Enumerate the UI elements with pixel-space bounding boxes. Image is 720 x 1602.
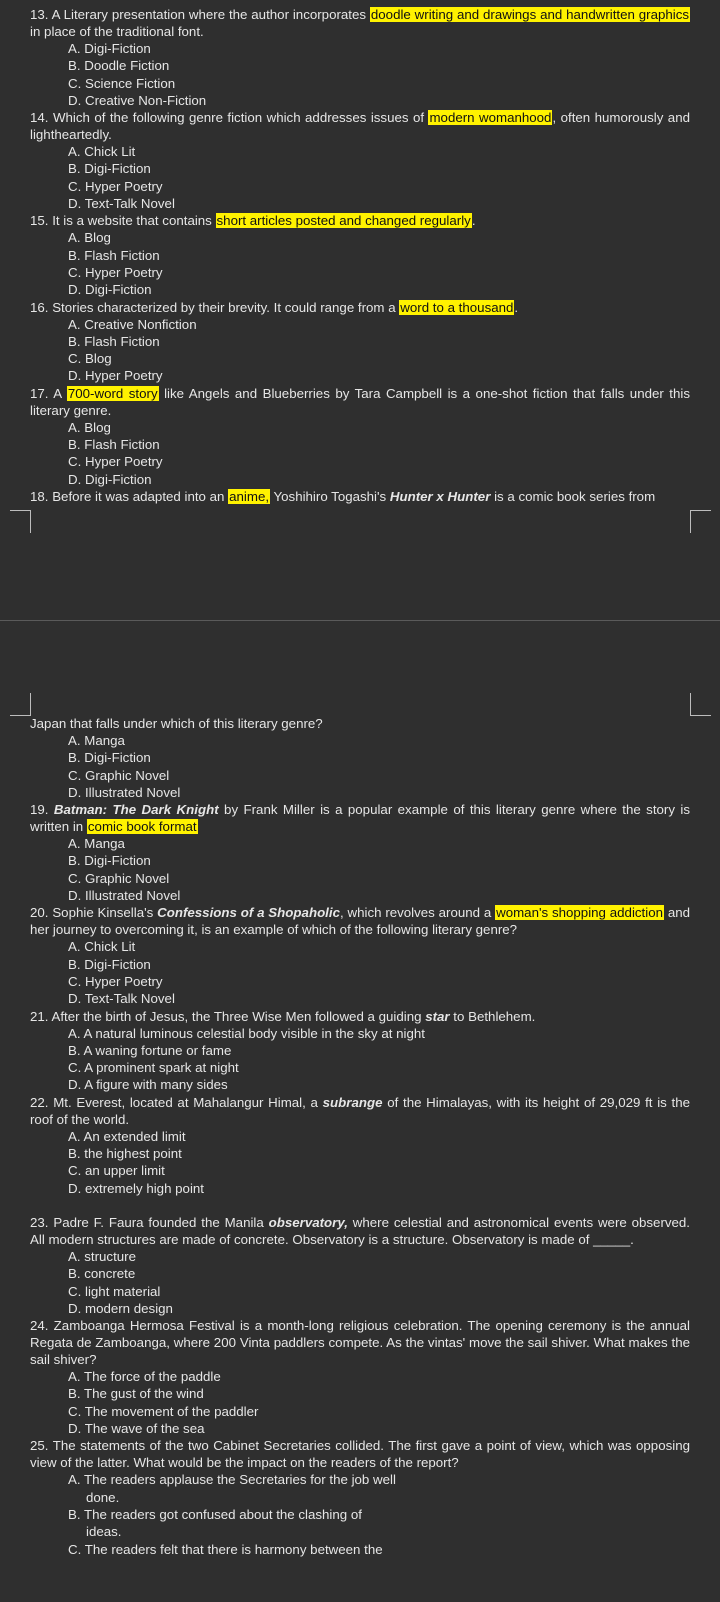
question-18: [30, 488, 690, 505]
answer-option: B. Doodle Fiction: [68, 58, 170, 74]
question-text: Mt. Everest, located at Mahalangur Himal, a: [53, 1094, 323, 1110]
answer-option: C. Hyper Poetry: [68, 264, 163, 280]
question-13: [30, 6, 690, 40]
answer-option: D. Hyper Poetry: [68, 368, 163, 384]
answer-option: C. an upper limit: [68, 1163, 165, 1179]
highlighted-text: anime,: [229, 488, 270, 504]
question-number: 21.: [30, 1008, 52, 1024]
question-number: 25.: [30, 1438, 53, 1454]
answer-option: C. Hyper Poetry: [68, 973, 163, 989]
question-text: Padre F. Faura founded the Manila: [53, 1214, 269, 1230]
question-text: Which of the following genre fiction which addresses issues of: [52, 110, 429, 126]
answer-option: B. The gust of the wind: [68, 1386, 204, 1402]
question-number: 17.: [30, 385, 54, 401]
emphasized-text: star: [425, 1008, 450, 1024]
answer-option: D. Text-Talk Novel: [68, 196, 175, 212]
question-text: Sophie Kinsella's: [52, 905, 158, 921]
answer-option: D. Text-Talk Novel: [68, 991, 175, 1007]
emphasized-text: subrange: [322, 1094, 383, 1110]
answer-option: [68, 1471, 418, 1506]
question-text: in place of the traditional font.: [30, 24, 204, 39]
q18-continuation: Japan that falls under which of this literary genre?: [30, 716, 323, 731]
answer-option: A. Manga: [68, 733, 125, 748]
answer-option: A. A natural luminous celestial body visible in the sky at night: [68, 1025, 425, 1041]
answer-option: D. Digi-Fiction: [68, 282, 152, 298]
answer-option: D. Illustrated Novel: [68, 784, 181, 800]
question-22: [30, 1094, 690, 1128]
question-15: [30, 212, 690, 229]
question-number: 23.: [30, 1214, 54, 1230]
answer-option: C. Hyper Poetry: [68, 178, 163, 194]
question-number: 24.: [30, 1318, 54, 1334]
question-text: .: [514, 299, 519, 315]
answer-option: D. Illustrated Novel: [68, 888, 181, 904]
answer-option-line: done.: [86, 1489, 120, 1505]
highlighted-text: comic book format: [87, 819, 197, 835]
question-25: [30, 1437, 690, 1471]
highlighted-text: doodle writing and drawings and handwritten graphics: [370, 7, 690, 22]
question-number: 14.: [30, 110, 53, 126]
answer-option-line: ideas.: [86, 1524, 122, 1540]
question-text: , often humorously and lightheartedly.: [30, 110, 690, 143]
answer-option: C. Graphic Novel: [68, 767, 170, 783]
question-20: [30, 904, 690, 938]
answer-option: C. Blog: [68, 351, 112, 367]
question-text: The statements of the two Cabinet Secretaries collided. The first gave a point of view, which was opposing view of the latter. What would be the impact on the readers of the report?: [30, 1438, 690, 1471]
question-text: It is a website that contains: [52, 213, 216, 229]
crop-corner-left-bottom: [10, 693, 31, 716]
answer-option: A. Digi-Fiction: [68, 41, 151, 56]
question-number: 18.: [30, 488, 53, 504]
emphasized-text: Hunter x Hunter: [389, 488, 491, 504]
crop-corner-left: [10, 510, 31, 533]
answer-option: D. modern design: [68, 1300, 173, 1316]
answer-option: [68, 1506, 418, 1541]
answer-option: A. Manga: [68, 836, 125, 852]
question-number: 15.: [30, 213, 53, 229]
answer-option: B. Digi-Fiction: [68, 853, 151, 869]
answer-option: A. Blog: [68, 419, 111, 435]
question-text: is a comic book series from: [490, 488, 656, 504]
answer-option: A. structure: [68, 1248, 136, 1264]
question-text: , which revolves around a: [339, 905, 496, 921]
page-separator: [0, 620, 720, 621]
question-14: [30, 109, 690, 143]
highlighted-text: 700-word story: [67, 385, 158, 401]
answer-option-line: B. The readers got confused about the clashing of: [68, 1506, 362, 1522]
answer-option: B. Flash Fiction: [68, 333, 160, 349]
question-text: After the birth of Jesus, the Three Wise Men followed a guiding: [51, 1008, 426, 1024]
answer-option: B. Flash Fiction: [68, 247, 160, 263]
question-text: Before it was adapted into an: [52, 488, 229, 504]
question-text: Yoshihiro Togashi's: [270, 488, 390, 504]
answer-option: C. A prominent spark at night: [68, 1060, 239, 1076]
emphasized-text: observatory,: [268, 1214, 348, 1230]
question-text: of the Himalayas, with its height of 29,029 ft is the roof of the world.: [30, 1094, 690, 1127]
answer-option: C. Hyper Poetry: [68, 454, 163, 470]
answer-option: A. Blog: [68, 230, 111, 246]
answer-option: C. The movement of the paddler: [68, 1403, 259, 1419]
answer-option: D. A figure with many sides: [68, 1077, 228, 1093]
answer-option: C. Graphic Novel: [68, 870, 170, 886]
emphasized-text: Batman: The Dark Knight: [53, 802, 219, 818]
answer-option-line: C. The readers felt that there is harmony between the: [68, 1541, 383, 1557]
question-number: 13.: [30, 7, 52, 22]
question-number: 20.: [30, 905, 53, 921]
answer-option: D. Digi-Fiction: [68, 471, 152, 487]
answer-option: B. Digi-Fiction: [68, 956, 151, 972]
question-text: .: [471, 213, 476, 229]
question-text: and her journey to overcoming it, is an example of which of the following literary genre?: [30, 905, 691, 938]
question-text: like Angels and Blueberries by Tara Campbell is a one-shot fiction that falls under this literary genre.: [30, 385, 690, 418]
answer-option: [68, 1541, 418, 1558]
answer-option: D. The wave of the sea: [68, 1421, 205, 1437]
question-number: 19.: [30, 802, 54, 818]
question-text: to Bethlehem.: [449, 1008, 536, 1024]
question-24: [30, 1317, 690, 1368]
question-text: Stories characterized by their brevity. It could range from a: [52, 299, 400, 315]
highlighted-text: short articles posted and changed regularly: [216, 213, 471, 229]
question-text: A: [53, 385, 67, 401]
question-19: [30, 801, 690, 835]
answer-option: C. light material: [68, 1283, 161, 1299]
question-text: A Literary presentation where the author incorporates: [51, 7, 370, 22]
answer-option: B. the highest point: [68, 1146, 182, 1162]
spacer: [0, 1197, 720, 1214]
answer-option: B. A waning fortune or fame: [68, 1042, 232, 1058]
answer-option: D. Creative Non-Fiction: [68, 92, 207, 108]
answer-option: B. concrete: [68, 1266, 136, 1282]
question-number: 22.: [30, 1094, 54, 1110]
answer-option: A. The force of the paddle: [68, 1369, 221, 1385]
question-text: by Frank Miller is a popular example of this literary genre where the story is written in: [30, 802, 691, 835]
page-top: [0, 0, 720, 525]
question-number: 16.: [30, 299, 53, 315]
highlighted-text: modern womanhood: [429, 110, 552, 126]
answer-option: A. Chick Lit: [68, 939, 136, 955]
question-17: [30, 385, 690, 419]
highlighted-text: word to a thousand: [400, 299, 514, 315]
question-text: Zamboanga Hermosa Festival is a month-long religious celebration. The opening ceremony is the annual Regata de Zamboanga, where 200 Vinta paddlers compete. As the vintas' move the sail shiver. What makes the sail shiver?: [30, 1318, 690, 1368]
page-bottom: [0, 715, 720, 1602]
answer-option-line: A. The readers applause the Secretaries for the job well: [68, 1472, 396, 1488]
answer-option: D. extremely high point: [68, 1180, 204, 1196]
crop-corner-right: [690, 510, 711, 533]
highlighted-text: woman's shopping addiction: [496, 905, 663, 921]
question-16: [30, 299, 690, 316]
answer-option: B. Digi-Fiction: [68, 750, 151, 766]
question-23: [30, 1214, 690, 1248]
emphasized-text: Confessions of a Shopaholic: [157, 905, 340, 921]
question-text: where celestial and astronomical events were observed. All modern structures are made of concrete. Observatory is a structure. Observatory is made of _____.: [30, 1214, 691, 1247]
answer-option: A. Chick Lit: [68, 144, 136, 160]
answer-option: B. Digi-Fiction: [68, 161, 151, 177]
answer-option: B. Flash Fiction: [68, 437, 160, 453]
answer-option: A. An extended limit: [68, 1128, 186, 1144]
answer-option: C. Science Fiction: [68, 75, 176, 91]
question-21: [30, 1008, 690, 1025]
answer-option: A. Creative Nonfiction: [68, 316, 197, 332]
crop-corner-right-bottom: [690, 693, 711, 716]
